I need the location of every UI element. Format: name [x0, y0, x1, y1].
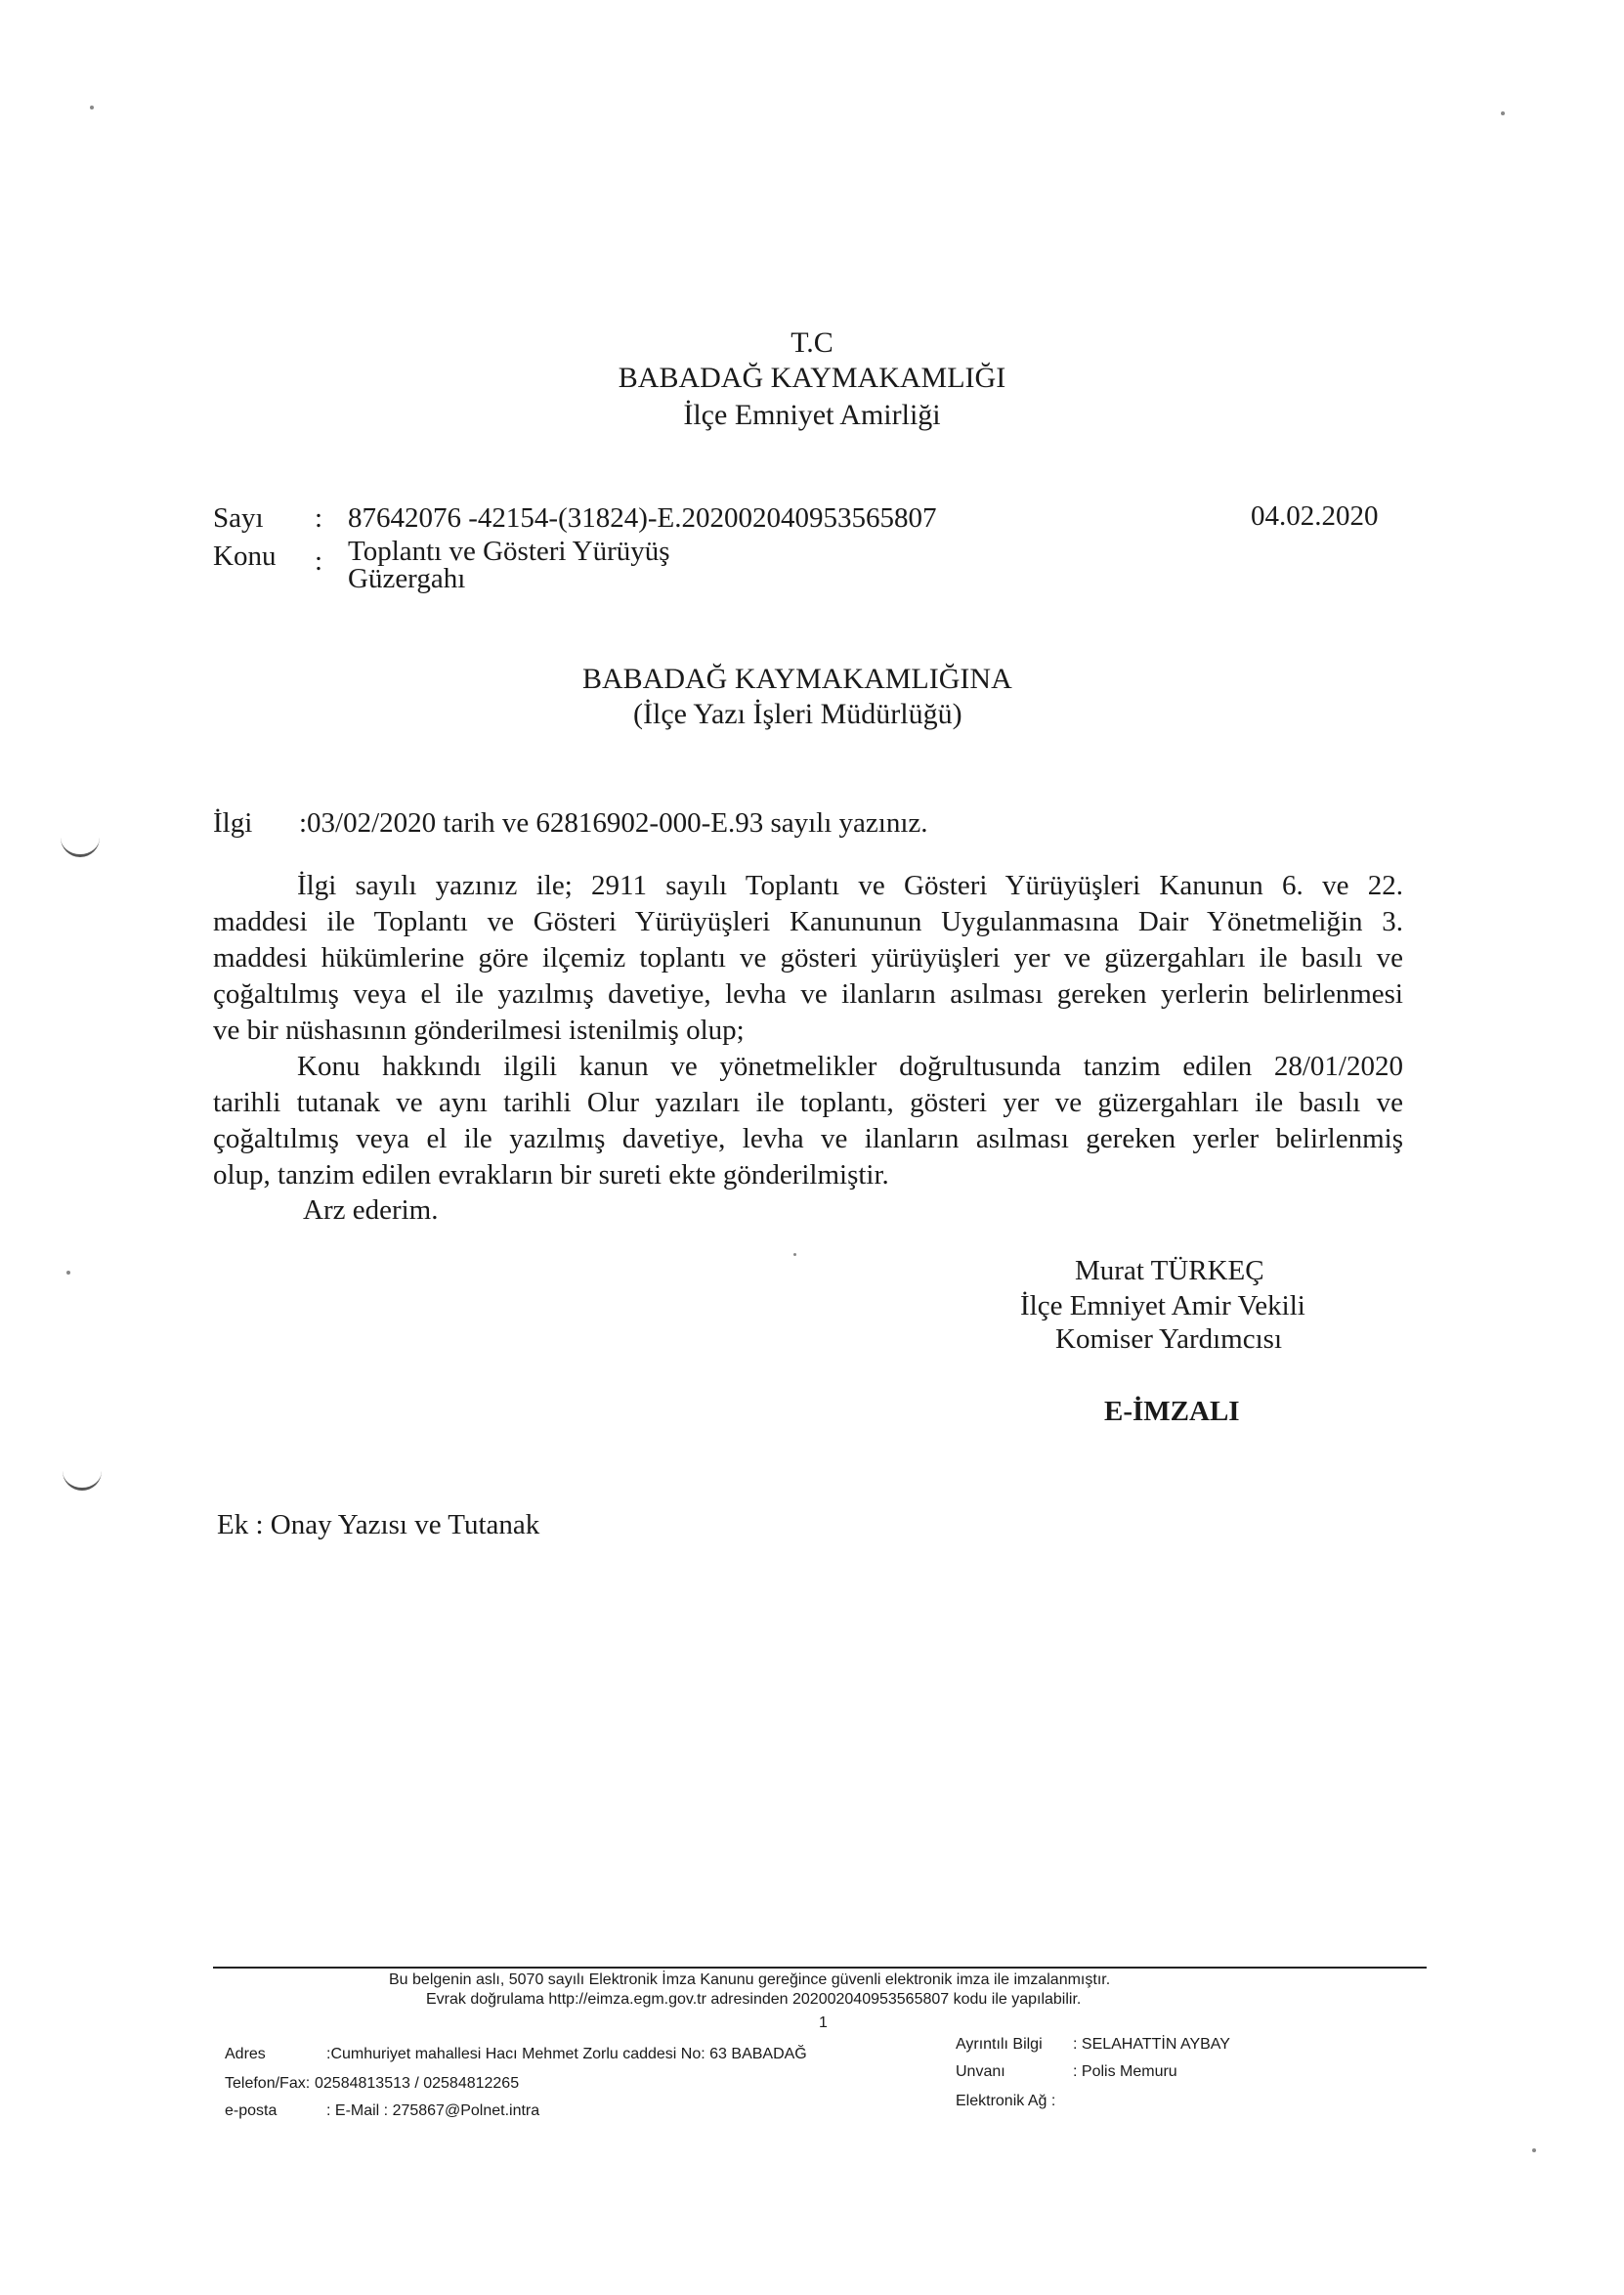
- info-label: Ayrıntılı Bilgi: [956, 2036, 1043, 2053]
- network-label: Elektronik Ağ :: [956, 2093, 1056, 2109]
- sayi-value: 87642076 -42154-(31824)-E.202002040953565807: [348, 502, 937, 534]
- body-line: çoğaltılmış veya el ile yazılmış davetiye, levha ve ilanların asılması gereken yerlerin belirlenmesi: [213, 978, 1403, 1010]
- scan-speck: [90, 106, 94, 109]
- body-line: İlgi sayılı yazınız ile; 2911 sayılı Toplantı ve Gösteri Yürüyüşleri Kanunun 6. ve 22.: [297, 870, 1403, 901]
- scan-speck: [1501, 111, 1505, 115]
- phone-value: 02584813513 / 02584812265: [315, 2075, 520, 2092]
- reference-text: :03/02/2020 tarih ve 62816902-000-E.93 sayılı yazınız.: [299, 807, 928, 839]
- document-date: 04.02.2020: [1251, 500, 1379, 532]
- phone-label: Telefon/Fax:: [225, 2075, 311, 2092]
- konu-value-line2: Güzergahı: [348, 563, 466, 594]
- scan-speck: [1532, 2148, 1536, 2152]
- body-line: Konu hakkındı ilgili kanun ve yönetmelikler doğrultusunda tanzim edilen 28/01/2020: [297, 1051, 1403, 1082]
- page-number: 1: [819, 2014, 828, 2031]
- konu-colon: :: [315, 545, 323, 577]
- info-value: : SELAHATTİN AYBAY: [1073, 2036, 1230, 2053]
- scan-speck: [793, 1253, 796, 1256]
- reference-label: İlgi: [213, 807, 253, 839]
- email-value: : E-Mail : 275867@Polnet.intra: [326, 2102, 540, 2119]
- esign-notice-line1: Bu belgenin aslı, 5070 sayılı Elektronik İmza Kanunu gereğince güvenli elektronik imza ile imzalanmıştır.: [389, 1971, 1111, 1988]
- body-paragraph-1: [213, 868, 1403, 1049]
- body-line: çoğaltılmış veya el ile yazılmış davetiye, levha ve ilanların asılması gereken yerler belirlenmiş: [213, 1123, 1403, 1154]
- konu-label: Konu: [213, 541, 277, 572]
- signer-title: İlçe Emniyet Amir Vekili: [1020, 1290, 1305, 1321]
- signer-name: Murat TÜRKEÇ: [1075, 1255, 1264, 1286]
- scan-speck: [66, 1271, 70, 1275]
- attachment-note: Ek : Onay Yazısı ve Tutanak: [217, 1509, 540, 1540]
- address-label: Adres: [225, 2046, 266, 2062]
- sayi-label: Sayı: [213, 502, 264, 534]
- konu-value-line1: Toplantı ve Gösteri Yürüyüş: [348, 536, 670, 567]
- header-office: BABADAĞ KAYMAKAMLIĞI: [618, 362, 1006, 394]
- rank-label: Unvanı: [956, 2063, 1005, 2080]
- header-unit: İlçe Emniyet Amirliği: [683, 399, 941, 431]
- sayi-colon: :: [315, 502, 323, 534]
- e-signature-stamp: E-İMZALI: [1104, 1396, 1240, 1427]
- address-value: :Cumhuriyet mahallesi Hacı Mehmet Zorlu caddesi No: 63 BABADAĞ: [326, 2046, 807, 2062]
- body-line: maddesi hükümlerine göre ilçemiz toplantı ve gösteri yürüyüşleri yer ve güzergahları ile basılı ve: [213, 942, 1403, 974]
- header-country: T.C: [791, 326, 833, 359]
- body-line: ve bir nüshasının gönderilmesi istenilmiş olup;: [213, 1015, 745, 1046]
- body-line: maddesi ile Toplantı ve Gösteri Yürüyüşleri Kanununun Uygulanmasına Dair Yönetmeliğin 3.: [213, 906, 1403, 937]
- addressee-line1: BABADAĞ KAYMAKAMLIĞINA: [582, 663, 1012, 695]
- body-line: tarihli tutanak ve aynı tarihli Olur yazıları ile toplantı, gösteri yer ve güzergahları ile basılı ve: [213, 1087, 1403, 1118]
- rank-value: : Polis Memuru: [1073, 2063, 1177, 2080]
- email-label: e-posta: [225, 2102, 278, 2119]
- body-paragraph-2: [213, 1049, 1403, 1193]
- esign-notice-line2: Evrak doğrulama http://eimza.egm.gov.tr adresinden 202002040953565807 kodu ile yapılabilir.: [426, 1991, 1082, 2008]
- addressee-line2: (İlçe Yazı İşleri Müdürlüğü): [633, 698, 962, 730]
- punch-hole-mark: [63, 1466, 102, 1491]
- punch-hole-mark: [61, 833, 100, 857]
- closing-text: Arz ederim.: [303, 1194, 439, 1226]
- footer-divider: [213, 1967, 1427, 1969]
- body-line: olup, tanzim edilen evrakların bir sureti ekte gönderilmiştir.: [213, 1159, 889, 1191]
- signer-rank: Komiser Yardımcısı: [1055, 1323, 1282, 1355]
